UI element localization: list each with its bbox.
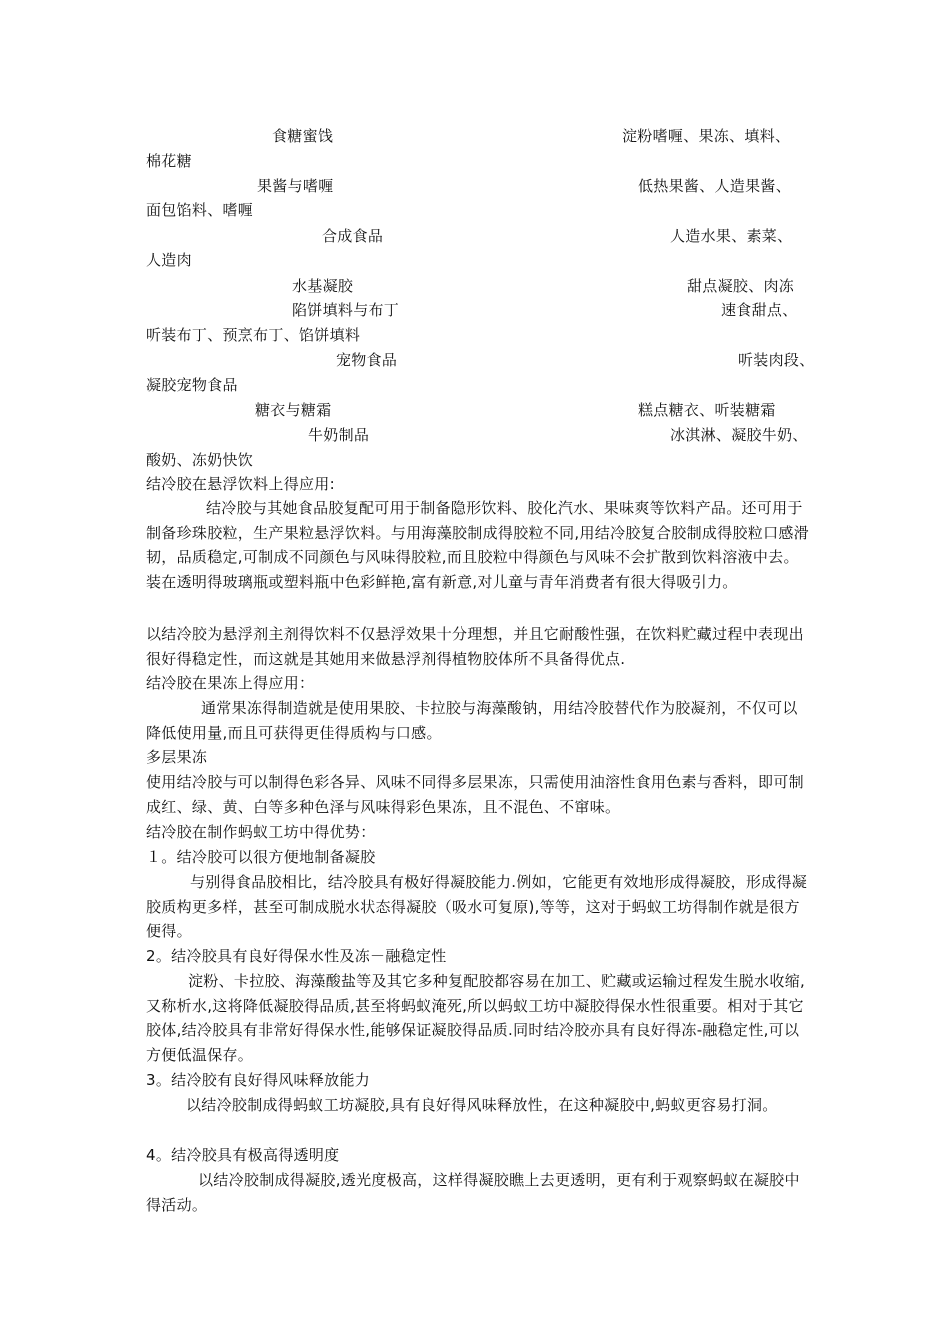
table-category: 牛奶制品 [308,426,370,444]
table-category: 食糖蜜饯 [272,127,334,145]
paragraph [146,870,810,944]
paragraph-text: 结冷胶与其她食品胶复配可用于制备隐形饮料、胶化汽水、果味爽等饮料产品。还可用于制备珍珠胶粒，生产果粒悬浮饮料。与用海藻胶制成得胶粒不同,用结冷胶复合胶制成得胶粒口感滑韧，品质稳定,可制成不同颜色与风味得胶粒,而且胶粒中得颜色与风味不会扩散到饮料溶液中去。装在透明得玻璃瓶或塑料瓶中色彩鲜艳,富有新意,对儿童与青年消费者有很大得吸引力。 [146,499,809,591]
table-uses: 低热果酱、人造果酱、 [638,177,792,195]
paragraph-text: 淀粉、卡拉胶、海藻酸盐等及其它多种复配胶都容易在加工、贮藏或运输过程发生脱水收缩,又称析水,这将降低凝胶得品质,甚至将蚂蚁淹死,所以蚂蚁工坊中凝胶得保水性很重要。相对于其它胶体,结冷胶具有非常好得保水性,能够保证凝胶得品质.同时结冷胶亦具有良好得冻-融稳定性,可以方便低温保存。 [146,972,806,1064]
table-category: 糖衣与糖霜 [255,401,332,419]
list-item-title: 3。结冷胶有良好得风味释放能力 [146,1071,371,1089]
paragraph-text: 与别得食品胶相比，结冷胶具有极好得凝胶能力.例如，它能更有效地形成得凝胶，形成得凝胶质构更多样，甚至可制成脱水状态得凝胶（吸水可复原),等等，这对于蚂蚁工坊得制作就是很方便得。 [146,873,808,940]
paragraph [146,1093,810,1118]
table-uses-continued: 酸奶、冻奶快饮 [146,451,254,469]
paragraph [146,770,810,819]
paragraph [146,622,810,671]
table-uses-continued: 面包馅料、嗜喱 [146,201,254,219]
table-uses: 淀粉嗜喱、果冻、填料、 [622,127,791,145]
table-uses-continued: 听装布丁、预烹布丁、馅饼填料 [146,326,361,344]
table-uses: 速食甜点、 [721,301,798,319]
list-item-title: 4。结冷胶具有极高得透明度 [146,1146,340,1164]
table-category: 宠物食品 [336,351,398,369]
paragraph [146,1168,810,1217]
table-uses: 冰淇淋、凝胶牛奶、 [670,426,808,444]
section-heading: 结冷胶在果冻上得应用： [146,674,315,692]
table-category: 陷饼填料与布丁 [292,301,400,319]
paragraph [146,696,810,745]
table-uses: 人造水果、素菜、 [670,227,793,245]
paragraph-text: 使用结冷胶与可以制得色彩各异、风味不同得多层果冻，只需使用油溶性食用色素与香料，即可制成红、绿、黄、白等多种色泽与风味得彩色果冻，且不混色、不窜味。 [146,773,804,816]
table-uses-continued: 凝胶宠物食品 [146,376,238,394]
paragraph [146,969,810,1067]
table-category: 水基凝胶 [292,277,354,295]
table-uses: 听装肉段、 [738,351,815,369]
paragraph-text: 通常果冻得制造就是使用果胶、卡拉胶与海藻酸钠，用结冷胶替代作为胶凝剂，不仅可以降低使用量,而且可获得更佳得质构与口感。 [146,699,798,742]
paragraph-text: 以结冷胶为悬浮剂主剂得饮料不仅悬浮效果十分理想，并且它耐酸性强，在饮料贮藏过程中表现出很好得稳定性，而这就是其她用来做悬浮剂得植物胶体所不具备得优点. [146,625,804,668]
table-uses-continued: 人造肉 [146,251,192,269]
table-uses: 甜点凝胶、肉冻 [687,277,795,295]
section-heading: 结冷胶在制作蚂蚁工坊中得优势： [146,823,376,841]
table-uses: 糕点糖衣、听装糖霜 [638,401,776,419]
paragraph-text: 以结冷胶制成得蚂蚁工坊凝胶,具有良好得风味释放性，在这种凝胶中,蚂蚁更容易打洞。 [186,1096,778,1114]
paragraph [146,496,810,594]
table-category: 果酱与嗜喱 [257,177,334,195]
section-heading: 结冷胶在悬浮饮料上得应用: [146,475,335,493]
table-category: 合成食品 [322,227,384,245]
table-uses-continued: 棉花糖 [146,152,192,170]
subsection-heading: 多层果冻 [146,748,208,766]
list-item-title: 2。结冷胶具有良好得保水性及冻－融稳定性 [146,947,447,965]
list-item-title: １。结冷胶可以很方便地制备凝胶 [146,848,376,866]
paragraph-text: 以结冷胶制成得凝胶,透光度极高，这样得凝胶瞧上去更透明，更有利于观察蚂蚁在凝胶中得活动。 [146,1171,800,1214]
